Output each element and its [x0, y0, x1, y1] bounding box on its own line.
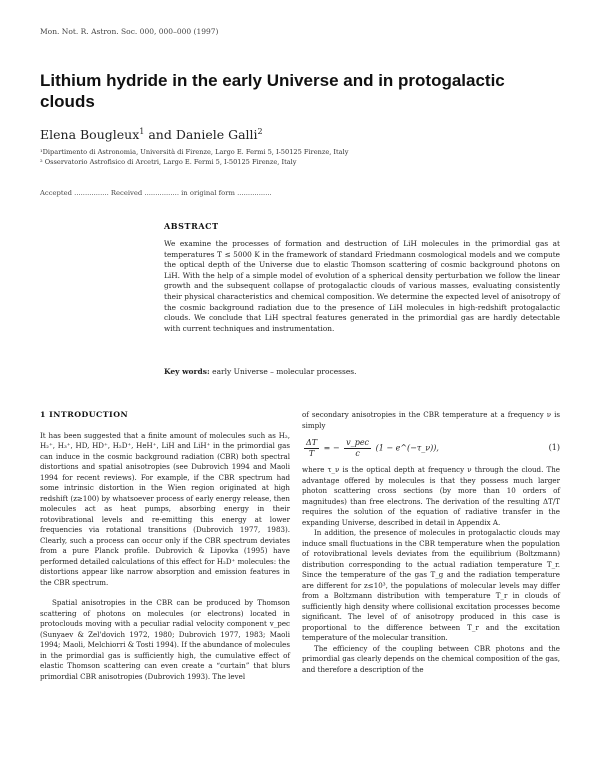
- accepted-line: Accepted ................ Received ................ in original form ................: [40, 189, 272, 197]
- keywords-text: early Universe – molecular processes.: [212, 367, 357, 376]
- eq-rhs-den: c: [355, 449, 360, 458]
- paragraph: In addition, the presence of molecules in protogalactic clouds may induce small fluctuations in the CBR temperature when the population of rotovibrational levels deviates from the equilibrium (Boltzmann) distribution corresponding to the actual radiation temperature T_r. Since the temperature of the gas T_g and the radiation temperature are different for z≤10³, the populations of molecular levels may differ from a Boltzmann distribution with temperature T_r in clouds of sufficiently high density where collisional excitation processes become significant. The level of of anisotropy produced in this case is proportional to the difference between T_r and the excitation temperature of the molecular transition.: [302, 528, 560, 642]
- journal-header: Mon. Not. R. Astron. Soc. 000, 000–000 (1997): [40, 27, 219, 36]
- equation-number: (1): [548, 443, 560, 453]
- affiliation: ² Osservatorio Astrofisico di Arcetri, Largo E. Fermi 5, I-50125 Firenze, Italy: [40, 158, 297, 166]
- author-name: Elena Bougleux: [40, 127, 140, 143]
- section-heading: 1 INTRODUCTION: [40, 410, 129, 419]
- paragraph: It has been suggested that a finite amount of molecules such as H₂, H₂⁺, H₃⁺, HD, HD⁺, H₂D⁺, HeH⁺, LiH and LiH⁺ in the primordial gas can induce in the cosmic background radiation (CBR) both spectral distortions and spatial anisotropies (see Dubrovich 1994 and Maoli 1994 for recent reviews). For example, if the CBR spectrum had some intrinsic distortion in the Wien region originated at high redshift (z≥100) by whatsoever process of early energy release, then molecules act as heat pumps, absorbing energy in their rotovibrational levels and re-emitting this energy at lower frequencies via rotational transitions (Dubrovich 1977, 1983). Clearly, such a process can occur only if the CBR spectrum deviates from a pure Planck profile. Dubrovich & Lipovka (1995) have performed detailed calculations of this effect for H₂D⁺ molecules: the distortions appear like narrow absorption and emission features in the CBR spectrum.: [40, 430, 290, 587]
- eq-lhs-num: ΔT: [306, 438, 318, 447]
- left-column: [40, 410, 290, 682]
- author-name: Daniele Galli: [175, 127, 258, 143]
- paper-title: Lithium hydride in the early Universe and in protogalactic clouds: [40, 71, 505, 111]
- eq-rhs-num: v_pec: [346, 438, 370, 447]
- eq-lhs-den: T: [308, 449, 315, 458]
- eq-equals: = −: [323, 443, 340, 453]
- paragraph: where τ_ν is the optical depth at frequency ν through the cloud. The advantage offered by molecules is that they possess much larger photon scattering cross sections (by more than 10 orders of magnitudes) than free electrons. The derivation of the resulting ΔT/T requires the solution of the equation of radiative transfer in the expanding Universe, described in detail in Appendix A.: [302, 465, 560, 527]
- affiliation: ¹Dipartimento di Astronomia, Università di Firenze, Largo E. Fermi 5, I-50125 Firenze, Italy: [40, 148, 349, 156]
- right-column: [302, 410, 560, 675]
- keywords: [164, 367, 357, 376]
- paragraph: Spatial anisotropies in the CBR can be produced by Thomson scattering of photons on molecules (or electrons) located in protoclouds moving with a peculiar radial velocity component v_pec (Sunyaev & Zel'dovich 1972, 1980; Dubrovich 1977, 1983; Maoli 1994; Maoli, Melchiorri & Tosti 1994). If the abundance of molecules in the primordial gas is sufficiently high, the cumulative effect of elastic Thomson scattering can even create a “curtain” that blurs primordial CBR anisotropies (Dubrovich 1993). The level: [40, 598, 290, 681]
- paragraph: of secondary anisotropies in the CBR temperature at a frequency ν is simply: [302, 410, 560, 430]
- abstract-text: We examine the processes of formation and destruction of LiH molecules in the primordial gas at temperatures T ≤ 5000 K in the framework of standard Friedmann cosmological models and we compute the optical depth of the Universe due to elastic Thomson scattering of cosmic background photons on LiH. With the help of a simple model of evolution of a spherical density perturbation we follow the linear growth and the subsequent collapse of protogalactic clouds of various masses, evaluating consistently their physical characteristics and chemical composition. We determine the expected level of anisotropy of the cosmic background radiation due to the presence of LiH molecules in high-redshift protogalactic clouds. We conclude that LiH spectral features generated in the primordial gas are hardly detectable with current techniques and instrumentation.: [164, 239, 560, 333]
- paragraph: The efficiency of the coupling between CBR photons and the primordial gas clearly depends on the chemical composition of the gas, and therefore a description of the: [302, 643, 560, 674]
- equation: [302, 438, 560, 459]
- author-list: [40, 127, 263, 142]
- abstract-heading: ABSTRACT: [164, 221, 219, 231]
- author-separator: and: [144, 127, 176, 143]
- affiliation-marker: 2: [257, 127, 263, 136]
- keywords-label: Key words:: [164, 367, 210, 376]
- affiliation-marker: 1: [139, 127, 145, 136]
- eq-tail: (1 − e^(−τ_ν)),: [375, 443, 439, 453]
